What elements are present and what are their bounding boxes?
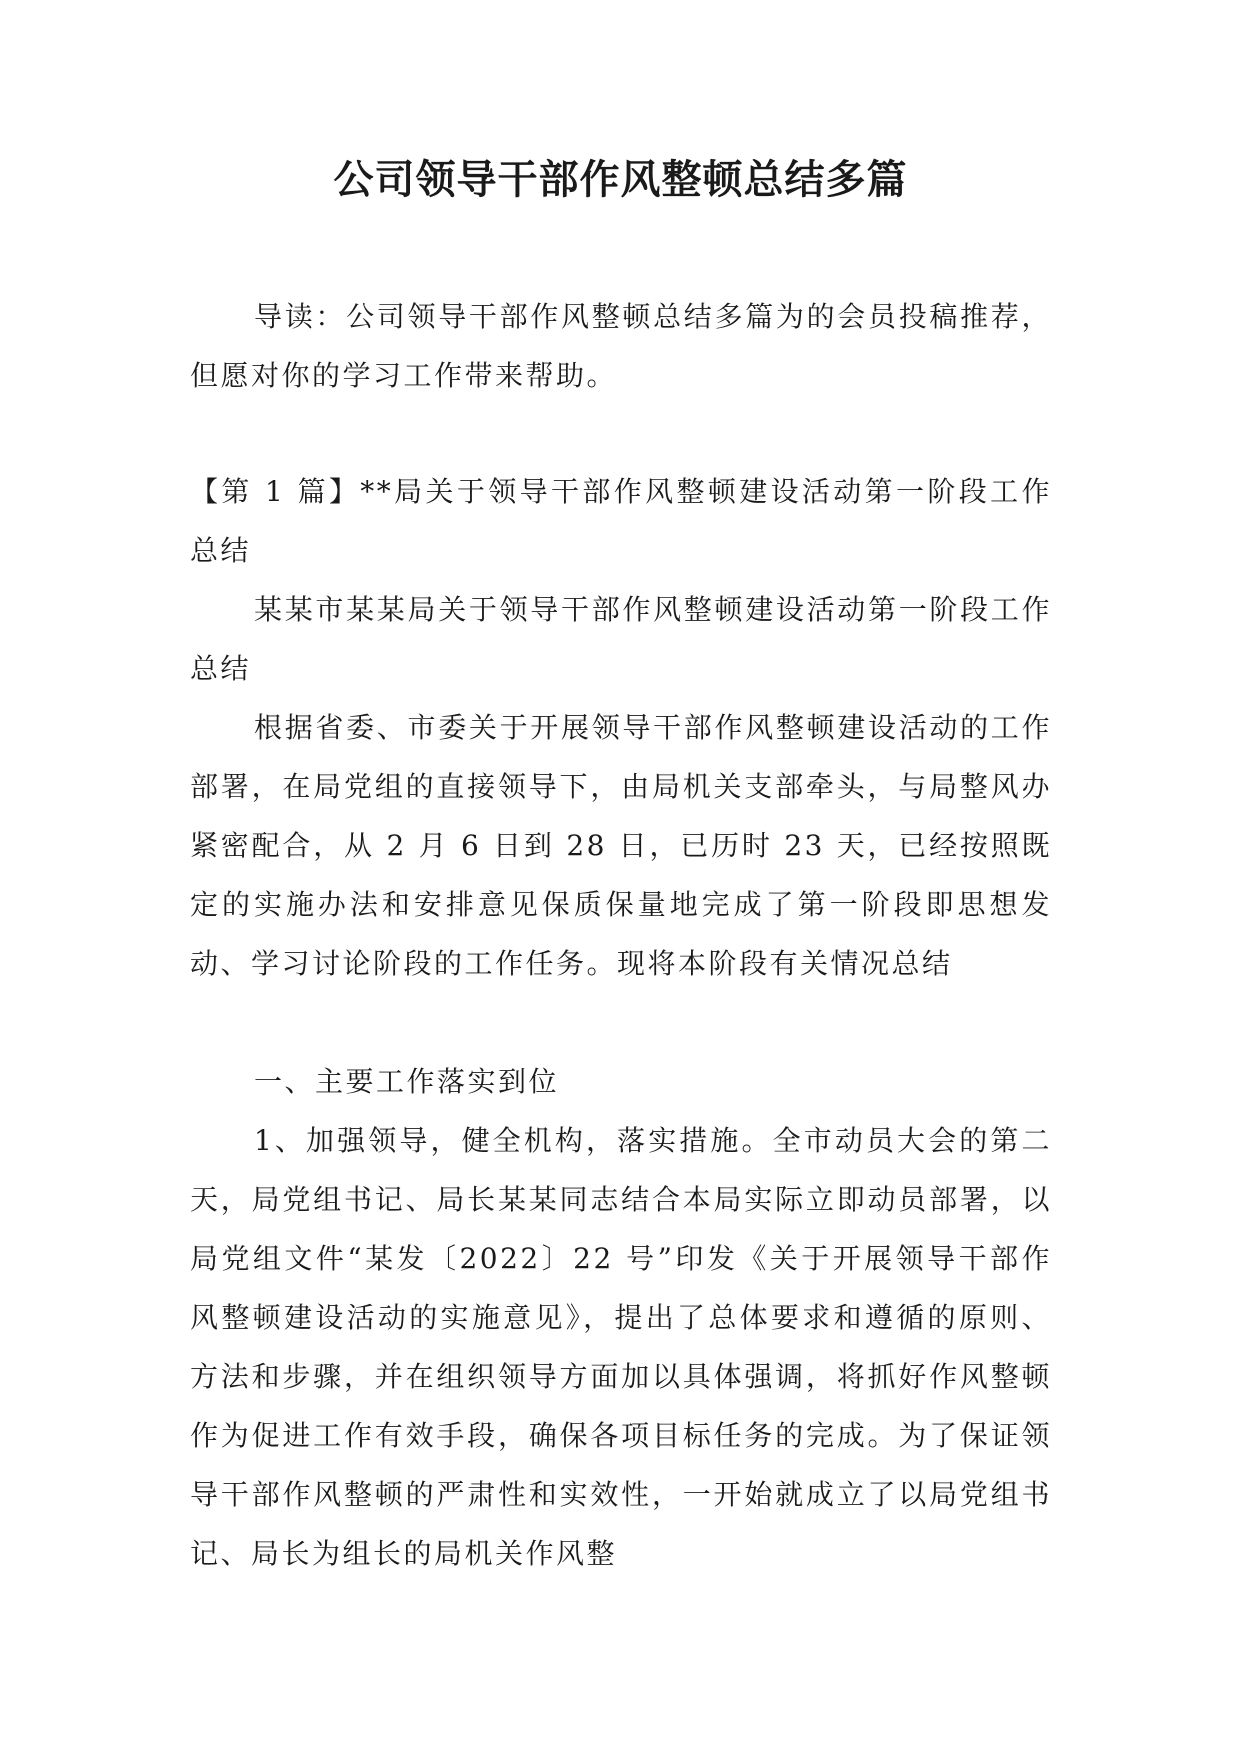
subsection-heading: 一、主要工作落实到位 bbox=[254, 1065, 560, 1098]
intro-paragraph: 导读：公司领导干部作风整顿总结多篇为的会员投稿推荐，但愿对你的学习工作带来帮助。 bbox=[190, 300, 1052, 392]
document-title: 公司领导干部作风整顿总结多篇 bbox=[333, 157, 908, 203]
section-heading: 【第 1 篇】**局关于领导干部作风整顿建设活动第一阶段工作总结 bbox=[190, 475, 1052, 567]
body-paragraph: 根据省委、市委关于开展领导干部作风整顿建设活动的工作部署，在局党组的直接领导下，由局机关支部牵头，与局整风办紧密配合，从 2 月 6 日到 28 日，已历时 23 天，已经按照既定的实施办法和安排意见保质保量地完成了第一阶段即思想发动、学习讨论阶段的工作任务。现将本阶段有关情况总结 bbox=[190, 711, 1052, 980]
body-paragraph: 1、加强领导，健全机构，落实措施。全市动员大会的第二天，局党组书记、局长某某同志结合本局实际立即动员部署，以局党组文件“某发〔2022〕22 号”印发《关于开展领导干部作风整顿建设活动的实施意见》，提出了总体要求和遵循的原则、方法和步骤，并在组织领导方面加以具体强调，将抓好作风整顿作为促进工作有效手段，确保各项目标任务的完成。为了保证领导干部作风整顿的严肃性和实效性，一开始就成立了以局党组书记、局长为组长的局机关作风整 bbox=[190, 1124, 1052, 1570]
section-subtitle: 某某市某某局关于领导干部作风整顿建设活动第一阶段工作总结 bbox=[190, 593, 1052, 685]
